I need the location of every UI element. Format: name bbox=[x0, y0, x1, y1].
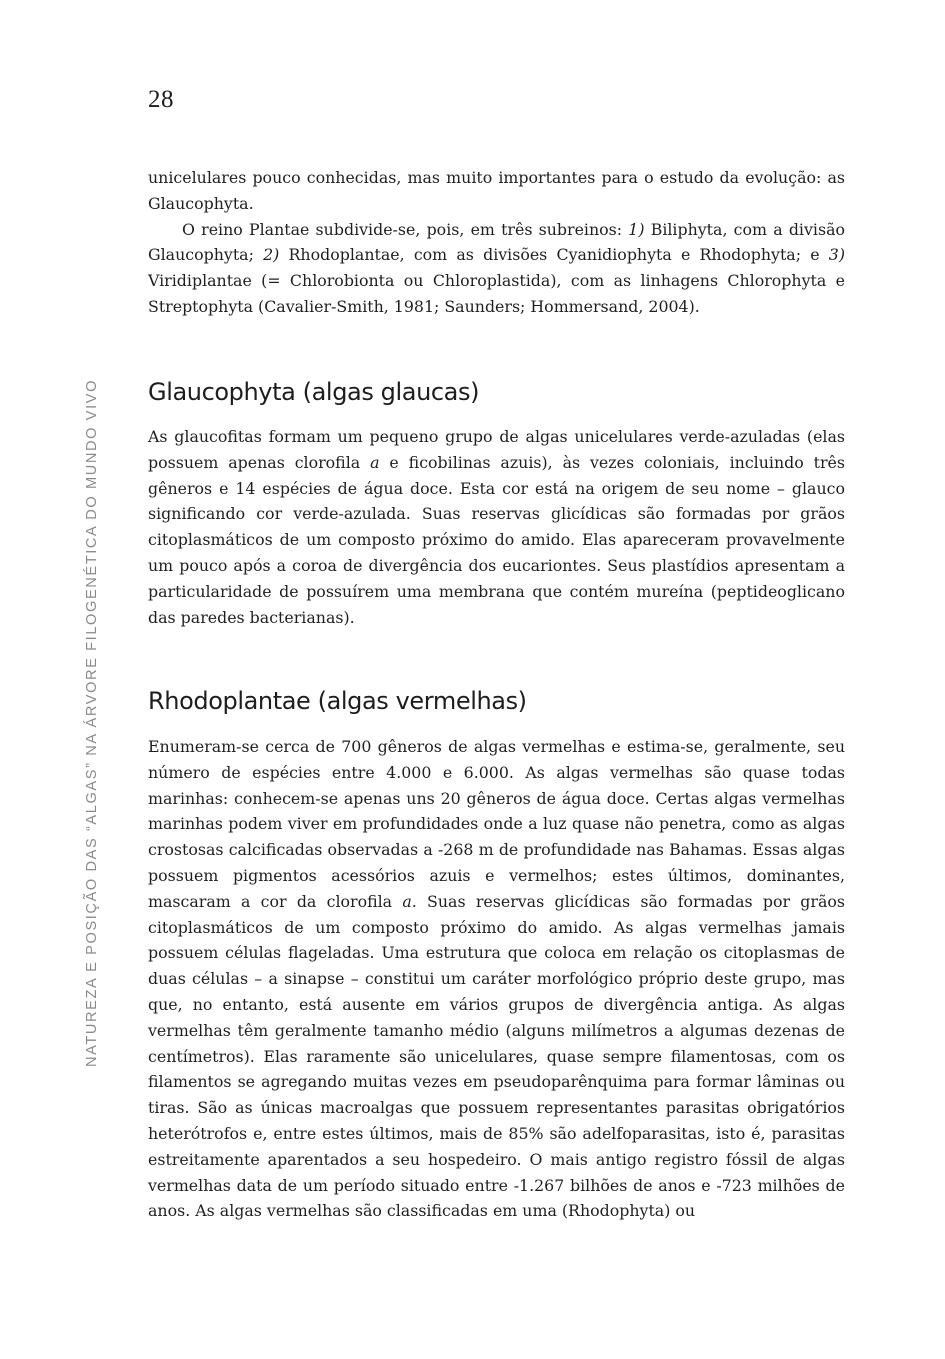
italic-term: a bbox=[370, 452, 380, 472]
glaucophyta-body bbox=[148, 424, 845, 630]
intro-text-segment: Biliphyta, com a divisão Glaucophyta; bbox=[148, 219, 845, 265]
list-number-1: 1) bbox=[628, 219, 645, 239]
intro-text-segment: Viridiplantae (= Chlorobionta ou Chloroplastida), com as linhagens Chlorophyta e Streptophyta (Cavalier-Smith, 1981; Saunders; Hommersand, 2004). bbox=[148, 271, 845, 316]
glaucophyta-paragraph bbox=[148, 424, 845, 630]
list-number-3: 3) bbox=[828, 245, 845, 265]
rhodoplantae-body bbox=[148, 734, 845, 1224]
glaucophyta-text-segment: e ficobilinas azuis), às vezes coloniais, incluindo três gêneros e 14 espécies de água doce. Esta cor está na origem de seu nome – glauco significando cor verde-azulada. Suas reservas glicídicas são formadas por grãos citoplasmáticos de um composto próximo do amido. Elas apareceram provavelmente um pouco após a coroa de divergência dos eucariontes. Seus plastídios apresentam a particularidade de possuírem uma membrana que contém mureína (peptideoglicano das paredes bacterianas). bbox=[148, 452, 845, 627]
list-number-2: 2) bbox=[263, 245, 280, 265]
intro-paragraph-1: unicelulares pouco conhecidas, mas muito importantes para o estudo da evolução: as Glaucophyta. bbox=[148, 168, 845, 213]
intro-paragraph-2 bbox=[148, 217, 845, 320]
running-head-text: NATUREZA E POSIÇÃO DAS “ALGAS” NA ÁRVORE FILOGENÉTICA DO MUNDO VIVO bbox=[84, 378, 100, 1068]
glaucophyta-text-segment: As glaucofitas formam um pequeno grupo de algas unicelulares verde-azuladas (elas possuem apenas clorofila bbox=[148, 427, 845, 472]
section-heading-glaucophyta: Glaucophyta (algas glaucas) bbox=[148, 378, 480, 406]
page-number: 28 bbox=[148, 86, 174, 113]
intro-text-segment: Rhodoplantae, com as divisões Cyanidiophyta e Rhodophyta; e bbox=[279, 245, 829, 265]
rhodoplantae-text-segment: Enumeram-se cerca de 700 gêneros de algas vermelhas e estima-se, geralmente, seu número de espécies entre 4.000 e 6.000. As algas vermelhas são quase todas marinhas: conhecem-se apenas uns 20 gêneros de água doce. Certas algas vermelhas marinhas podem viver em profundidades onde a luz quase não penetra, como as algas crostosas calcificadas observadas a -268 m de profundidade nas Bahamas. Essas algas possuem pigmentos acessórios azuis e vermelhos; estes últimos, dominantes, mascaram a cor da clorofila bbox=[148, 737, 845, 911]
italic-term: a bbox=[402, 891, 412, 911]
section-heading-rhodoplantae: Rhodoplantae (algas vermelhas) bbox=[148, 687, 527, 715]
rhodoplantae-paragraph bbox=[148, 734, 845, 1224]
rhodoplantae-text-segment: . Suas reservas glicídicas são formadas por grãos citoplasmáticos de um composto próximo do amido. As algas vermelhas jamais possuem células flageladas. Uma estrutura que coloca em relação os citoplasmas de duas células – a sinapse – constitui um caráter morfológico próprio deste grupo, mas que, no entanto, está ausente em vários grupos de divergência antiga. As algas vermelhas têm geralmente tamanho médio (alguns milímetros a algumas dezenas de centímetros). Elas raramente são unicelulares, quase sempre filamentosas, com os filamentos se agregando muitas vezes em pseudoparênquima para formar lâminas ou tiras. São as únicas macroalgas que possuem representantes parasitas obrigatórios heterótrofos e, entre estes últimos, mais de 85% são adelfoparasitas, isto é, parasitas estreitamente aparentados a seu hospedeiro. O mais antigo registro fóssil de algas vermelhas data de um período situado entre -1.267 bilhões de anos e -723 milhões de anos. As algas vermelhas são classificadas em uma (Rhodophyta) ou bbox=[148, 891, 845, 1221]
intro-text-segment: O reino Plantae subdivide-se, pois, em três subreinos: bbox=[182, 219, 629, 239]
intro-text bbox=[148, 165, 845, 320]
